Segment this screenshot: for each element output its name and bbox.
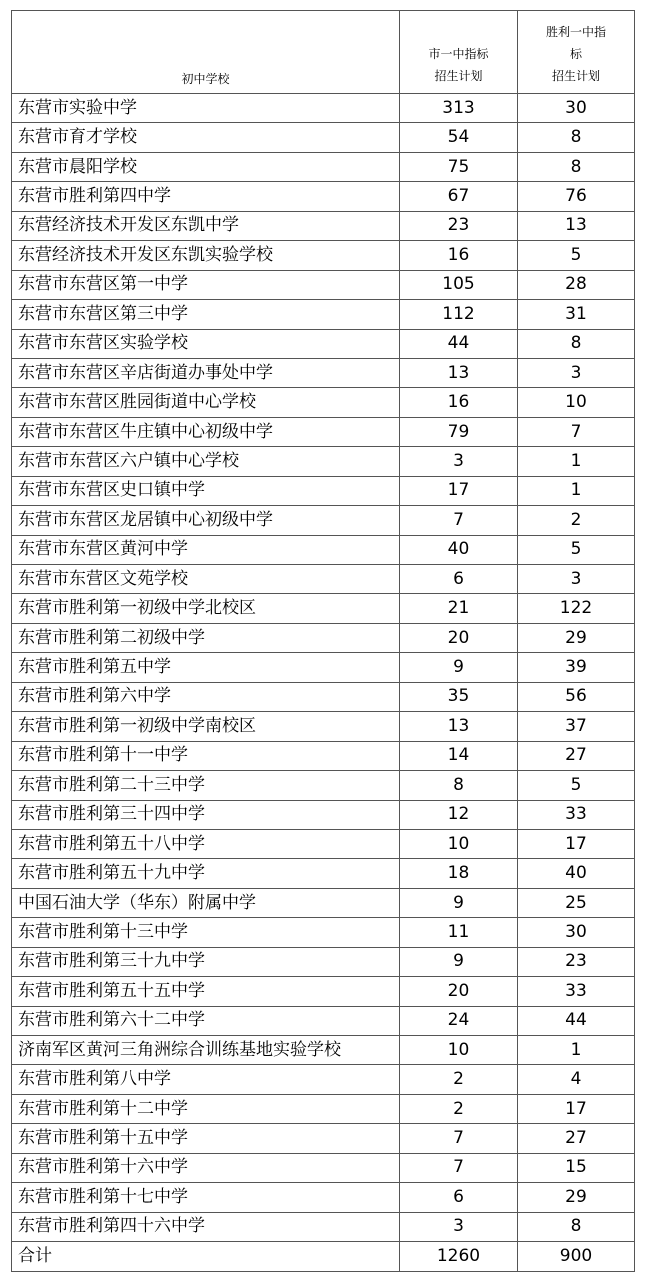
shengli-no1-quota-cell: 5 xyxy=(518,535,635,564)
shengli-no1-quota-cell: 37 xyxy=(518,712,635,741)
table-row xyxy=(12,417,635,446)
shengli-no1-quota-cell: 28 xyxy=(518,270,635,299)
city-no1-quota-cell: 35 xyxy=(400,682,518,711)
city-no1-quota-cell: 79 xyxy=(400,417,518,446)
city-no1-quota-cell: 9 xyxy=(400,947,518,976)
city-no1-quota-cell: 12 xyxy=(400,800,518,829)
city-no1-quota-cell: 20 xyxy=(400,623,518,652)
table-row xyxy=(12,211,635,240)
city-no1-quota-cell: 2 xyxy=(400,1094,518,1123)
shengli-no1-quota-cell: 25 xyxy=(518,888,635,917)
table-row xyxy=(12,1183,635,1212)
school-name-cell: 合计 xyxy=(12,1242,400,1271)
school-name-cell: 东营经济技术开发区东凯实验学校 xyxy=(12,241,400,270)
city-no1-quota-cell: 3 xyxy=(400,1212,518,1241)
table-row xyxy=(12,447,635,476)
header-row xyxy=(12,11,635,94)
city-no1-quota-cell: 112 xyxy=(400,300,518,329)
table-row xyxy=(12,682,635,711)
shengli-no1-quota-cell: 29 xyxy=(518,1183,635,1212)
school-name-cell: 东营市东营区文苑学校 xyxy=(12,565,400,594)
shengli-no1-quota-cell: 40 xyxy=(518,859,635,888)
header-city-no1-quota xyxy=(400,11,518,94)
school-name-cell: 东营市东营区实验学校 xyxy=(12,329,400,358)
school-name-cell: 东营市育才学校 xyxy=(12,123,400,152)
city-no1-quota-cell: 6 xyxy=(400,565,518,594)
school-name-cell: 东营市胜利第五十五中学 xyxy=(12,977,400,1006)
table-row xyxy=(12,888,635,917)
school-name-cell: 东营市胜利第二十三中学 xyxy=(12,771,400,800)
school-name-cell: 东营市胜利第四中学 xyxy=(12,182,400,211)
shengli-no1-quota-cell: 900 xyxy=(518,1242,635,1271)
shengli-no1-quota-cell: 17 xyxy=(518,829,635,858)
school-name-cell: 东营市东营区史口镇中学 xyxy=(12,476,400,505)
shengli-no1-quota-cell: 76 xyxy=(518,182,635,211)
table-body xyxy=(12,94,635,1272)
table-row xyxy=(12,476,635,505)
table-row xyxy=(12,565,635,594)
city-no1-quota-cell: 9 xyxy=(400,653,518,682)
table-row xyxy=(12,1124,635,1153)
school-name-cell: 东营市胜利第六十二中学 xyxy=(12,1006,400,1035)
table-row xyxy=(12,1006,635,1035)
table-row xyxy=(12,771,635,800)
table-row xyxy=(12,653,635,682)
school-name-cell: 东营市胜利第十五中学 xyxy=(12,1124,400,1153)
shengli-no1-quota-cell: 3 xyxy=(518,565,635,594)
table-row xyxy=(12,1036,635,1065)
table-row xyxy=(12,270,635,299)
table-row xyxy=(12,594,635,623)
shengli-no1-quota-cell: 29 xyxy=(518,623,635,652)
school-name-cell: 东营市胜利第五十九中学 xyxy=(12,859,400,888)
shengli-no1-quota-cell: 5 xyxy=(518,771,635,800)
shengli-no1-quota-cell: 30 xyxy=(518,94,635,123)
shengli-no1-quota-cell: 33 xyxy=(518,800,635,829)
city-no1-quota-cell: 24 xyxy=(400,1006,518,1035)
shengli-no1-quota-cell: 31 xyxy=(518,300,635,329)
city-no1-quota-cell: 13 xyxy=(400,358,518,387)
school-name-cell: 东营市胜利第一初级中学北校区 xyxy=(12,594,400,623)
table-row xyxy=(12,506,635,535)
header-shengli-no1-quota xyxy=(518,11,635,94)
city-no1-quota-cell: 17 xyxy=(400,476,518,505)
shengli-no1-quota-cell: 33 xyxy=(518,977,635,1006)
city-no1-quota-cell: 14 xyxy=(400,741,518,770)
city-no1-quota-cell: 23 xyxy=(400,211,518,240)
header-city-no1-line2: 招生计划 xyxy=(434,69,483,83)
city-no1-quota-cell: 3 xyxy=(400,447,518,476)
school-name-cell: 东营市晨阳学校 xyxy=(12,152,400,181)
header-shengli-no1-line1: 胜利一中指 xyxy=(545,25,606,39)
shengli-no1-quota-cell: 30 xyxy=(518,918,635,947)
quota-table-container xyxy=(11,10,635,1272)
table-row xyxy=(12,152,635,181)
school-name-cell: 中国石油大学（华东）附属中学 xyxy=(12,888,400,917)
shengli-no1-quota-cell: 8 xyxy=(518,123,635,152)
table-row xyxy=(12,947,635,976)
shengli-no1-quota-cell: 1 xyxy=(518,476,635,505)
shengli-no1-quota-cell: 17 xyxy=(518,1094,635,1123)
school-name-cell: 东营市胜利第十二中学 xyxy=(12,1094,400,1123)
shengli-no1-quota-cell: 2 xyxy=(518,506,635,535)
shengli-no1-quota-cell: 8 xyxy=(518,329,635,358)
shengli-no1-quota-cell: 56 xyxy=(518,682,635,711)
school-name-cell: 东营市胜利第六中学 xyxy=(12,682,400,711)
city-no1-quota-cell: 40 xyxy=(400,535,518,564)
city-no1-quota-cell: 7 xyxy=(400,1153,518,1182)
table-row xyxy=(12,358,635,387)
shengli-no1-quota-cell: 5 xyxy=(518,241,635,270)
school-name-cell: 东营市东营区龙居镇中心初级中学 xyxy=(12,506,400,535)
table-row xyxy=(12,1094,635,1123)
school-name-cell: 东营市东营区第一中学 xyxy=(12,270,400,299)
city-no1-quota-cell: 2 xyxy=(400,1065,518,1094)
shengli-no1-quota-cell: 122 xyxy=(518,594,635,623)
city-no1-quota-cell: 21 xyxy=(400,594,518,623)
shengli-no1-quota-cell: 7 xyxy=(518,417,635,446)
city-no1-quota-cell: 10 xyxy=(400,1036,518,1065)
table-row xyxy=(12,329,635,358)
city-no1-quota-cell: 313 xyxy=(400,94,518,123)
city-no1-quota-cell: 7 xyxy=(400,506,518,535)
school-name-cell: 东营市东营区六户镇中心学校 xyxy=(12,447,400,476)
table-row xyxy=(12,388,635,417)
school-name-cell: 东营市胜利第五中学 xyxy=(12,653,400,682)
city-no1-quota-cell: 7 xyxy=(400,1124,518,1153)
shengli-no1-quota-cell: 1 xyxy=(518,447,635,476)
table-row xyxy=(12,918,635,947)
table-row xyxy=(12,241,635,270)
school-name-cell: 东营市东营区第三中学 xyxy=(12,300,400,329)
school-name-cell: 东营市胜利第三十九中学 xyxy=(12,947,400,976)
shengli-no1-quota-cell: 15 xyxy=(518,1153,635,1182)
city-no1-quota-cell: 67 xyxy=(400,182,518,211)
enrollment-quota-table xyxy=(11,10,635,1272)
school-name-cell: 东营市胜利第三十四中学 xyxy=(12,800,400,829)
city-no1-quota-cell: 16 xyxy=(400,388,518,417)
city-no1-quota-cell: 105 xyxy=(400,270,518,299)
table-row xyxy=(12,94,635,123)
school-name-cell: 东营市胜利第四十六中学 xyxy=(12,1212,400,1241)
city-no1-quota-cell: 10 xyxy=(400,829,518,858)
city-no1-quota-cell: 20 xyxy=(400,977,518,1006)
header-shengli-no1-line2: 标 xyxy=(569,47,582,61)
city-no1-quota-cell: 44 xyxy=(400,329,518,358)
table-row xyxy=(12,182,635,211)
school-name-cell: 东营市胜利第十三中学 xyxy=(12,918,400,947)
shengli-no1-quota-cell: 39 xyxy=(518,653,635,682)
table-row xyxy=(12,741,635,770)
shengli-no1-quota-cell: 8 xyxy=(518,152,635,181)
school-name-cell: 东营市东营区辛店街道办事处中学 xyxy=(12,358,400,387)
school-name-cell: 东营市东营区牛庄镇中心初级中学 xyxy=(12,417,400,446)
city-no1-quota-cell: 8 xyxy=(400,771,518,800)
table-row xyxy=(12,859,635,888)
city-no1-quota-cell: 11 xyxy=(400,918,518,947)
total-row xyxy=(12,1242,635,1271)
school-name-cell: 东营市胜利第十七中学 xyxy=(12,1183,400,1212)
table-row xyxy=(12,623,635,652)
table-header xyxy=(12,11,635,94)
school-name-cell: 东营经济技术开发区东凯中学 xyxy=(12,211,400,240)
school-name-cell: 东营市胜利第十一中学 xyxy=(12,741,400,770)
city-no1-quota-cell: 9 xyxy=(400,888,518,917)
school-name-cell: 东营市胜利第一初级中学南校区 xyxy=(12,712,400,741)
school-name-cell: 东营市胜利第八中学 xyxy=(12,1065,400,1094)
shengli-no1-quota-cell: 13 xyxy=(518,211,635,240)
shengli-no1-quota-cell: 23 xyxy=(518,947,635,976)
header-shengli-no1-line3: 招生计划 xyxy=(551,69,600,83)
shengli-no1-quota-cell: 44 xyxy=(518,1006,635,1035)
shengli-no1-quota-cell: 8 xyxy=(518,1212,635,1241)
shengli-no1-quota-cell: 4 xyxy=(518,1065,635,1094)
school-name-cell: 东营市东营区黄河中学 xyxy=(12,535,400,564)
header-city-no1-line1: 市一中指标 xyxy=(428,47,489,61)
shengli-no1-quota-cell: 3 xyxy=(518,358,635,387)
shengli-no1-quota-cell: 10 xyxy=(518,388,635,417)
school-name-cell: 东营市实验中学 xyxy=(12,94,400,123)
table-row xyxy=(12,535,635,564)
city-no1-quota-cell: 6 xyxy=(400,1183,518,1212)
table-row xyxy=(12,1212,635,1241)
city-no1-quota-cell: 16 xyxy=(400,241,518,270)
table-row xyxy=(12,1065,635,1094)
school-name-cell: 东营市胜利第二初级中学 xyxy=(12,623,400,652)
table-row xyxy=(12,712,635,741)
table-row xyxy=(12,1153,635,1182)
school-name-cell: 东营市胜利第五十八中学 xyxy=(12,829,400,858)
city-no1-quota-cell: 13 xyxy=(400,712,518,741)
city-no1-quota-cell: 75 xyxy=(400,152,518,181)
school-name-cell: 东营市胜利第十六中学 xyxy=(12,1153,400,1182)
school-name-cell: 济南军区黄河三角洲综合训练基地实验学校 xyxy=(12,1036,400,1065)
shengli-no1-quota-cell: 27 xyxy=(518,1124,635,1153)
city-no1-quota-cell: 1260 xyxy=(400,1242,518,1271)
shengli-no1-quota-cell: 1 xyxy=(518,1036,635,1065)
table-row xyxy=(12,300,635,329)
table-row xyxy=(12,977,635,1006)
header-school: 初中学校 xyxy=(12,11,400,94)
table-row xyxy=(12,123,635,152)
table-row xyxy=(12,800,635,829)
table-row xyxy=(12,829,635,858)
city-no1-quota-cell: 18 xyxy=(400,859,518,888)
shengli-no1-quota-cell: 27 xyxy=(518,741,635,770)
school-name-cell: 东营市东营区胜园街道中心学校 xyxy=(12,388,400,417)
city-no1-quota-cell: 54 xyxy=(400,123,518,152)
